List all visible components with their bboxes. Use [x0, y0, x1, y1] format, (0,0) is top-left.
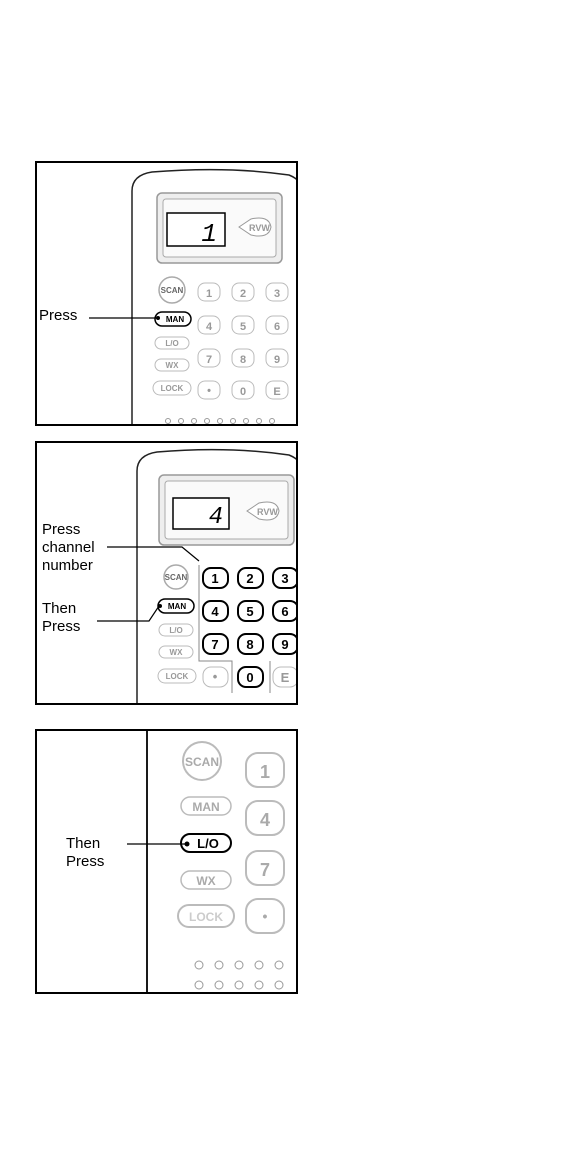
key-dot-label: •	[212, 669, 218, 684]
key-7-label: 7	[259, 860, 271, 880]
key-9-label: 9	[273, 354, 281, 366]
wx-button-label: WX	[169, 648, 183, 657]
speaker-grille	[166, 419, 275, 424]
step-3-panel	[35, 729, 298, 994]
wx-button-label: WX	[196, 874, 216, 888]
key-8-label: 8	[246, 637, 254, 652]
key-2-label: 2	[239, 288, 247, 300]
pointer-line-man	[97, 606, 159, 621]
key-7-label: 7	[211, 637, 219, 652]
rvw-button-label[interactable]: RVW	[249, 223, 270, 233]
key-4-label: 4	[211, 604, 219, 619]
speaker-grille	[195, 961, 283, 989]
key-6-label: 6	[281, 604, 289, 619]
scan-button-label: SCAN	[164, 573, 188, 582]
key-dot-label: •	[207, 385, 211, 397]
press-label: Press	[39, 307, 78, 324]
lo-button-label: L/O	[165, 339, 179, 348]
key-e-label: E	[273, 386, 281, 398]
lock-button-label: LOCK	[160, 384, 184, 393]
key-4-label: 4	[259, 810, 271, 830]
rvw-button-label[interactable]: RVW	[257, 507, 278, 517]
key-1-label: 1	[259, 762, 271, 782]
key-6-label: 6	[273, 321, 281, 333]
man-button-label: MAN	[192, 800, 220, 814]
then-press-label: Then Press	[66, 835, 105, 870]
key-2-label: 2	[246, 571, 254, 586]
press-channel-label: Press channel number	[42, 521, 95, 574]
keypad	[198, 283, 288, 399]
lo-button-label: L/O	[169, 626, 183, 635]
man-button-label: MAN	[167, 602, 187, 611]
then-press-label: Then Press	[42, 600, 81, 635]
lock-button-label: LOCK	[165, 672, 189, 681]
key-9-label: 9	[281, 637, 289, 652]
key-5-label: 5	[239, 321, 247, 333]
key-3-label: 3	[281, 571, 289, 586]
man-button-label: MAN	[165, 315, 185, 324]
lo-button-label: L/O	[197, 836, 219, 851]
key-8-label: 8	[239, 354, 247, 366]
radio-illustration-1	[37, 163, 298, 426]
step-2-panel	[35, 441, 298, 705]
key-5-label: 5	[246, 604, 254, 619]
key-dot-label: •	[262, 908, 268, 924]
key-1-label: 1	[211, 571, 219, 586]
scan-button-label: SCAN	[160, 286, 184, 295]
key-4-label: 4	[205, 321, 213, 333]
lcd-value: 1	[201, 219, 217, 249]
scan-button-label: SCAN	[184, 755, 220, 769]
wx-button-label: WX	[165, 361, 179, 370]
key-0-label: 0	[239, 386, 247, 398]
step-1-panel	[35, 161, 298, 426]
pointer-line-channel	[107, 547, 199, 561]
key-e-label: E	[280, 670, 290, 685]
key-7-label: 7	[205, 354, 213, 366]
lock-button-label: LOCK	[189, 910, 223, 924]
key-0-label: 0	[246, 670, 254, 685]
key-3-label: 3	[273, 288, 281, 300]
key-1-label: 1	[205, 288, 213, 300]
lcd-value: 4	[208, 504, 223, 531]
